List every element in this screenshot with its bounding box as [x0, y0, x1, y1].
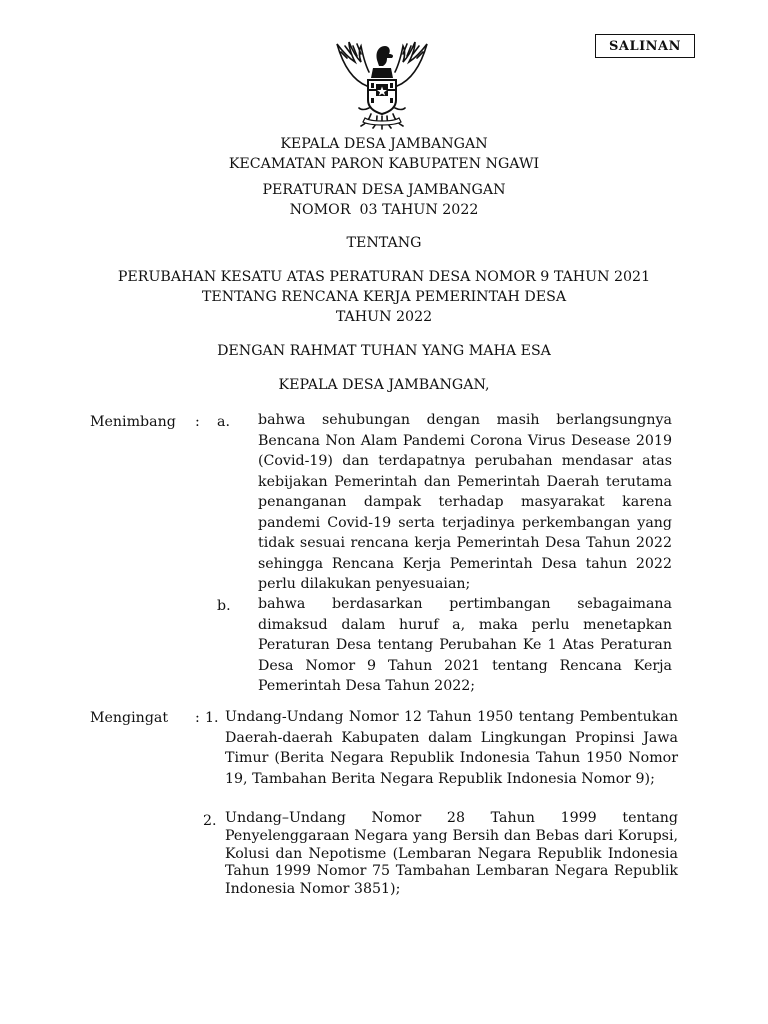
subject-line-1: PERUBAHAN KESATU ATAS PERATURAN DESA NOMOR 9 TAHUN 2021	[117, 269, 651, 285]
issuer-line: KEPALA DESA JAMBANGAN,	[278, 377, 490, 393]
issuer-heading-1: KEPALA DESA JAMBANGAN	[280, 136, 488, 152]
regulation-number: NOMOR 03 TAHUN 2022	[289, 202, 479, 218]
issuer-heading-2: KECAMATAN PARON KABUPATEN NGAWI	[228, 156, 540, 172]
garuda-emblem-icon	[331, 38, 433, 130]
blessing-line: DENGAN RAHMAT TUHAN YANG MAHA ESA	[217, 343, 551, 359]
menimbang-item-a-text: bahwa sehubungan dengan masih berlangsungnya Bencana Non Alam Pandemi Corona Virus Desease 2019 (Covid-19) dan terdapatnya perubahan mendasar atas kebijakan Pemerintah dan Pemerintah Daerah terutama penanganan dampak terhadap masyarakat karena pandemi Covid-19 serta terjadinya perkembangan yang tidak sesuai rencana kerja Pemerintah Desa Tahun 2022 sehingga Rencana Kerja Pemerintah Desa tahun 2022 perlu dilakukan penyesuaian;	[258, 412, 672, 592]
subject-line-3: TAHUN 2022	[335, 309, 433, 325]
menimbang-colon: :	[195, 414, 200, 430]
menimbang-label: Menimbang	[90, 414, 176, 430]
menimbang-item-b-marker: b.	[217, 598, 231, 614]
regulation-title: PERATURAN DESA JAMBANGAN	[262, 182, 506, 198]
mengingat-colon: :	[195, 710, 200, 726]
mengingat-item-1-marker: 1.	[205, 710, 219, 726]
mengingat-item-1-text: Undang-Undang Nomor 12 Tahun 1950 tentang Pembentukan Daerah-daerah Kabupaten dalam Lingkungan Propinsi Jawa Timur (Berita Negara Republik Indonesia Tahun 1950 Nomor 19, Tambahan Berita Negara Republik Indonesia Nomor 9);	[225, 709, 678, 787]
tentang-heading: TENTANG	[346, 235, 422, 251]
salinan-stamp: SALINAN	[595, 34, 695, 58]
menimbang-item-a-marker: a.	[217, 414, 230, 430]
mengingat-item-2-text: Undang–Undang Nomor 28 Tahun 1999 tentang Penyelenggaraan Negara yang Bersih dan Bebas dari Korupsi, Kolusi dan Nepotisme (Lembaran Negara Republik Indonesia Tahun 1999 Nomor 75 Tambahan Lembaran Negara Republik Indonesia Nomor 3851);	[225, 810, 678, 898]
menimbang-item-b-text: bahwa berdasarkan pertimbangan sebagaimana dimaksud dalam huruf a, maka perlu menetapkan Peraturan Desa tentang Perubahan Ke 1 Atas Peraturan Desa Nomor 9 Tahun 2021 tentang Rencana Kerja Pemerintah Desa Tahun 2022;	[258, 596, 672, 694]
mengingat-item-2-marker: 2.	[203, 813, 217, 829]
subject-line-2: TENTANG RENCANA KERJA PEMERINTAH DESA	[201, 289, 567, 305]
mengingat-label: Mengingat	[90, 710, 169, 726]
